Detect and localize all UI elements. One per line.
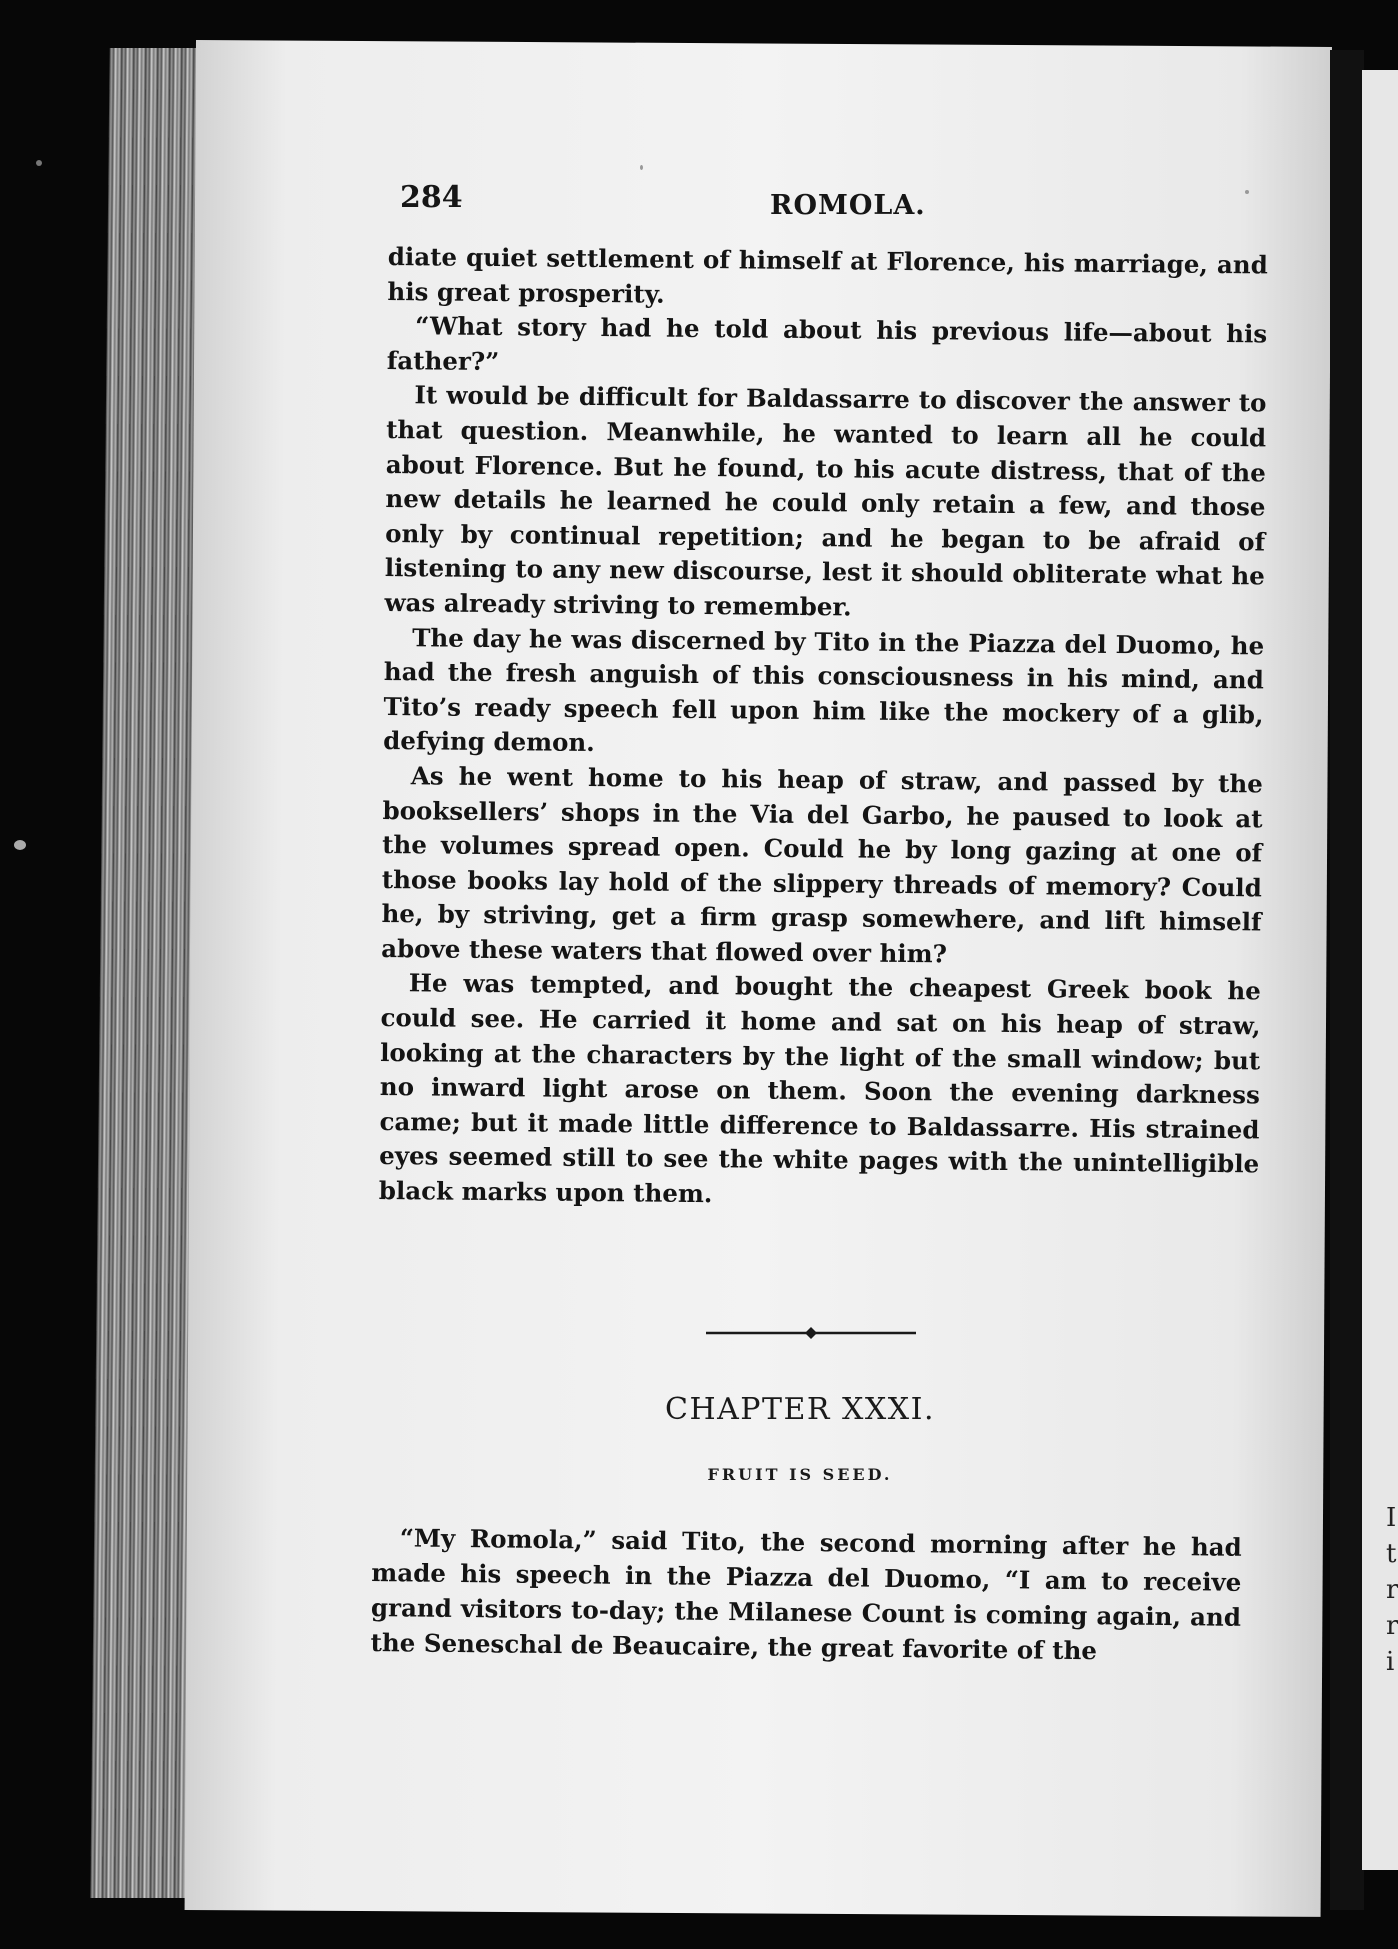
facing-page-margin-marks: I t r r i xyxy=(1386,1503,1398,1677)
paragraph: It would be difficult for Baldassarre to discover the answer to that question. Meanwhile, he wanted to learn all he could about Florence. But he found, to his acute distress, that of the new details he learned he could only retain a few, and those only by continual repetition; and he began to be afraid of listening to any new discourse, lest it should obliterate what he was already striving to remember. xyxy=(384,380,1267,622)
scan-speck xyxy=(36,160,42,166)
paragraph: He was tempted, and bought the cheapest Greek book he could see. He carried it home and sat on his heap of straw, looking at the characters by the light of the small window; but no inward light arose on them. Soon the evening darkness came; but it made little difference to Baldassarre. His strained eyes seemed still to see the white pages with the unintelligible black marks upon them. xyxy=(378,968,1261,1209)
paragraph: “My Romola,” said Tito, the second morning after he had made his speech in the Piazza del Duomo, “I am to receive grand visitors to-day; the Milanese Count is coming again, and the Seneschal de Beaucaire, the great favorite of the xyxy=(370,1523,1242,1666)
section-divider-ornament xyxy=(704,1326,918,1340)
paragraph: As he went home to his heap of straw, and passed by the booksellers’ shops in the Via del Garbo, he paused to look at the volumes spread open. Could he by long gazing at one of those books lay hold of the slippery threads of memory? Could he, by striving, get a firm grasp somewhere, and lift himself above these waters that flowed over him? xyxy=(381,761,1263,969)
facing-page-gutter xyxy=(1330,50,1364,1910)
paragraph: “What story had he told about his previous life—about his father?” xyxy=(386,311,1268,376)
chapter-opening-text xyxy=(370,1520,1242,1670)
scan-speck xyxy=(14,840,26,850)
scan-speck xyxy=(640,165,643,170)
page-header xyxy=(400,180,1280,230)
paragraph: diate quiet settlement of himself at Florence, his marriage, and his great prosperity. xyxy=(387,241,1268,309)
paragraph: The day he was discerned by Tito in the Piazza del Duomo, he had the fresh anguish of this consciousness in his mind, and Tito’s ready speech fell upon him like the mockery of a glib, defying demon. xyxy=(383,622,1265,758)
page-number: 284 xyxy=(400,180,463,215)
body-text xyxy=(379,240,1268,1217)
chapter-title: CHAPTER XXXI. xyxy=(665,1392,935,1427)
chapter-subtitle: FRUIT IS SEED. xyxy=(707,1465,893,1484)
running-head: ROMOLA. xyxy=(770,190,926,221)
